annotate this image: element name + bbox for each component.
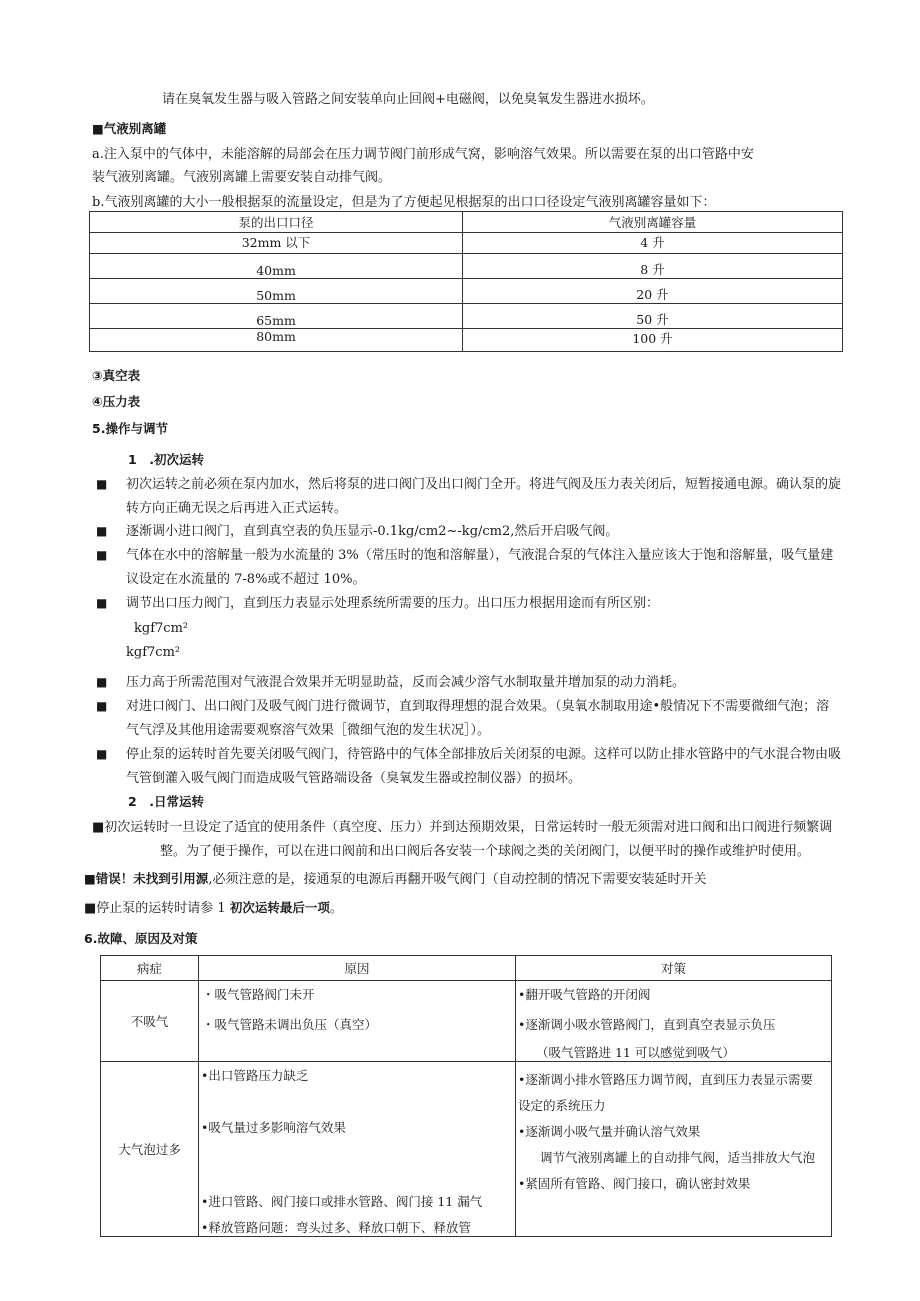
- sep-tank-para-b: b.气液别离罐的大小一般根据泵的流量设定，但是为了方便起见根据泵的出口口径设定气液别离罐容量如下：: [92, 195, 716, 210]
- table-cell: 20 升: [463, 279, 843, 304]
- sep-tank-para-a2: 装气液别离罐。气液别离罐上需要安装自动排气阀。: [92, 170, 392, 185]
- table-row: [101, 981, 832, 1062]
- subsection-first-run: 1 .初次运转: [128, 452, 204, 467]
- stop-ref-line: [84, 902, 343, 915]
- stop-ref-a: ■停止泵的运转时请参 1: [84, 901, 230, 916]
- pressure-unit-1: kgf7cm²: [134, 621, 189, 636]
- table-cell: 80mm: [90, 329, 463, 352]
- measure-item: •逐渐调小吸水管路阀门，直到真空表显示负压: [518, 1017, 776, 1032]
- subsection-daily-run: 2 .日常运转: [128, 794, 204, 809]
- sep-tank-heading: ■气液别离罐: [92, 121, 167, 136]
- measure-cell: [516, 981, 832, 1062]
- bullet-square-icon: ■: [96, 548, 108, 562]
- bullet-square-icon: ■: [96, 675, 108, 689]
- troubleshooting-table: [100, 955, 832, 1237]
- table-cell: 50mm: [90, 279, 463, 304]
- bullet7-line1: 停止泵的运转时首先要关闭吸气阀门，待管路中的气体全部排放后关闭泵的电源。这样可以防止排水管路中的气水混合物由吸: [126, 747, 842, 762]
- cause-item: •进口管路、阀门接口或排水管路、阀门接 11 漏气: [201, 1194, 483, 1209]
- table-cell: 4 升: [463, 233, 843, 254]
- cause-item: ・吸气管路阀门未开: [202, 987, 315, 1002]
- bullet7-line2: 气管倒灌入吸气阀门而造成吸气管路端设备（臭氧发生器或控制仪器）的损坏。: [126, 771, 582, 786]
- tank-capacity-table: [89, 211, 843, 352]
- bullet1-line2: 转方向正确无误之后再进入正式运转。: [126, 501, 348, 516]
- bullet-square-icon: ■: [96, 699, 108, 713]
- table-cell: 65mm: [90, 304, 463, 329]
- stop-ref-link[interactable]: 初次运转最后一项: [229, 900, 330, 915]
- bullet6-line1: 对进口阀门、出口阀门及吸气阀门进行微调节，直到取得理想的混合效果。（臭氧水制取用途•般情况下不需要微细气泡；溶: [126, 699, 830, 714]
- symptom-large-bubbles: 大气泡过多: [101, 1062, 199, 1237]
- bullet-square-icon: ■: [96, 596, 108, 610]
- table-cell: 8 升: [463, 254, 843, 279]
- sep-tank-para-a1: a.注入泵中的气体中，未能溶解的局部会在压力调节阀门前形成气窝，影响溶气效果。所以需要在泵的出口管路中安: [92, 147, 754, 162]
- table-cell: 32mm 以下: [90, 233, 463, 254]
- error-ref-rest: ,必须注意的是，接通泵的电源后再翻开吸气阀门（自动控制的情况下需要安装延时开关: [208, 872, 707, 887]
- daily-para-line2: 整。为了便于操作，可以在进口阀前和出口阀后各安装一个球阀之类的关闭阀门，以便平时的操作或维护时使用。: [160, 844, 811, 859]
- measure-item: 调节气液别离罐上的自动排气阀，适当排放大气泡: [540, 1150, 816, 1165]
- cause-item: ・吸气管路未调出负压（真空）: [202, 1017, 378, 1032]
- cause-cell: [199, 981, 516, 1062]
- bullet4-line: 调节出口压力阀门，直到压力表显示处理系统所需要的压力。出口压力根据用途而有所区别：: [126, 596, 660, 611]
- table-header-row: [90, 212, 843, 233]
- col-header-outlet: 泵的出口口径: [90, 212, 463, 233]
- table-row: [101, 1062, 832, 1237]
- table-cell: 40mm: [90, 254, 463, 279]
- table-cell: 50 升: [463, 304, 843, 329]
- section5-title: 5.操作与调节: [92, 421, 168, 436]
- bullet3-line1: 气体在水中的溶解量一般为水流量的 3%（常压时的饱和溶解量），气液混合泵的气体注入量应该大于饱和溶解量，吸气量建: [126, 548, 834, 563]
- pressure-gauge-heading: ④压力表: [92, 394, 141, 409]
- table-row: [90, 254, 843, 279]
- bullet6-line2: 气气浮及其他用途需要观察溶气效果［微细气泡的发生状况］）。: [126, 723, 491, 738]
- measure-item: •紧固所有管路、阀门接口，确认密封效果: [518, 1176, 751, 1191]
- measure-item: •翻开吸气管路的开闭阀: [518, 987, 651, 1002]
- measure-item: •逐渐调小吸气量并确认溶气效果: [518, 1124, 701, 1139]
- bullet3-line2: 议设定在水流量的 7-8%或不超过 10%。: [126, 572, 366, 587]
- table-row: [90, 329, 843, 352]
- bullet2-line: 逐渐调小进口阀门，直到真空表的负压显示-0.1kg∕cm2~-kg∕cm2,然后开启吸气阀。: [126, 524, 619, 539]
- symptom-no-suction: 不吸气: [101, 981, 199, 1062]
- col-header-cause: 原因: [199, 956, 516, 981]
- table-row: [90, 279, 843, 304]
- measure-cell: [516, 1062, 832, 1237]
- bullet-square-icon: ■: [96, 477, 108, 491]
- error-ref-bold: ■错误！未找到引用源: [84, 871, 209, 886]
- table-header-row: [101, 956, 832, 981]
- col-header-capacity: 气液别离罐容量: [463, 212, 843, 233]
- col-header-symptom: 病症: [101, 956, 199, 981]
- error-ref-line: [84, 873, 706, 886]
- stop-ref-c: 。: [329, 901, 343, 916]
- cause-cell: [199, 1062, 516, 1237]
- table-row: [90, 304, 843, 329]
- bullet-square-icon: ■: [96, 747, 108, 761]
- col-header-measure: 对策: [516, 956, 832, 981]
- daily-para-line1: ■初次运转时一旦设定了适宜的使用条件（真空度、压力）并到达预期效果，日常运转时一般无须需对进口阀和出口阀进行频繁调: [92, 820, 833, 835]
- cause-item: •出口管路压力缺乏: [201, 1068, 309, 1083]
- bullet-square-icon: ■: [96, 524, 108, 538]
- table-row: [90, 233, 843, 254]
- measure-item: （吸气管路进 11 可以感觉到吸气）: [536, 1045, 735, 1060]
- section6-title: 6.故障、原因及对策: [84, 931, 198, 946]
- measure-item: 设定的系统压力: [518, 1098, 606, 1113]
- table-cell: 100 升: [463, 329, 843, 352]
- cause-item: •吸气量过多影响溶气效果: [201, 1120, 346, 1135]
- vacuum-gauge-heading: ③真空表: [92, 368, 141, 383]
- measure-item: •逐渐调小排水管路压力调节阀，直到压力表显示需要: [518, 1072, 813, 1087]
- bullet1-line1: 初次运转之前必须在泵内加水，然后将泵的进口阀门及出口阀门全开。将进气阀及压力表关闭后，短暂接通电源。确认泵的旋: [126, 477, 842, 492]
- intro-line: 请在臭氧发生器与吸入管路之间安装单向止回阀+电磁阀，以免臭氧发生器进水损坏。: [162, 92, 654, 107]
- bullet5-line: 压力高于所需范围对气液混合效果并无明显助益，反而会减少溶气水制取量并增加泵的动力消耗。: [126, 675, 686, 690]
- pressure-unit-2: kgf7cm²: [126, 645, 181, 660]
- cause-item: •释放管路问题：弯头过多、释放口朝下、释放管: [201, 1220, 471, 1235]
